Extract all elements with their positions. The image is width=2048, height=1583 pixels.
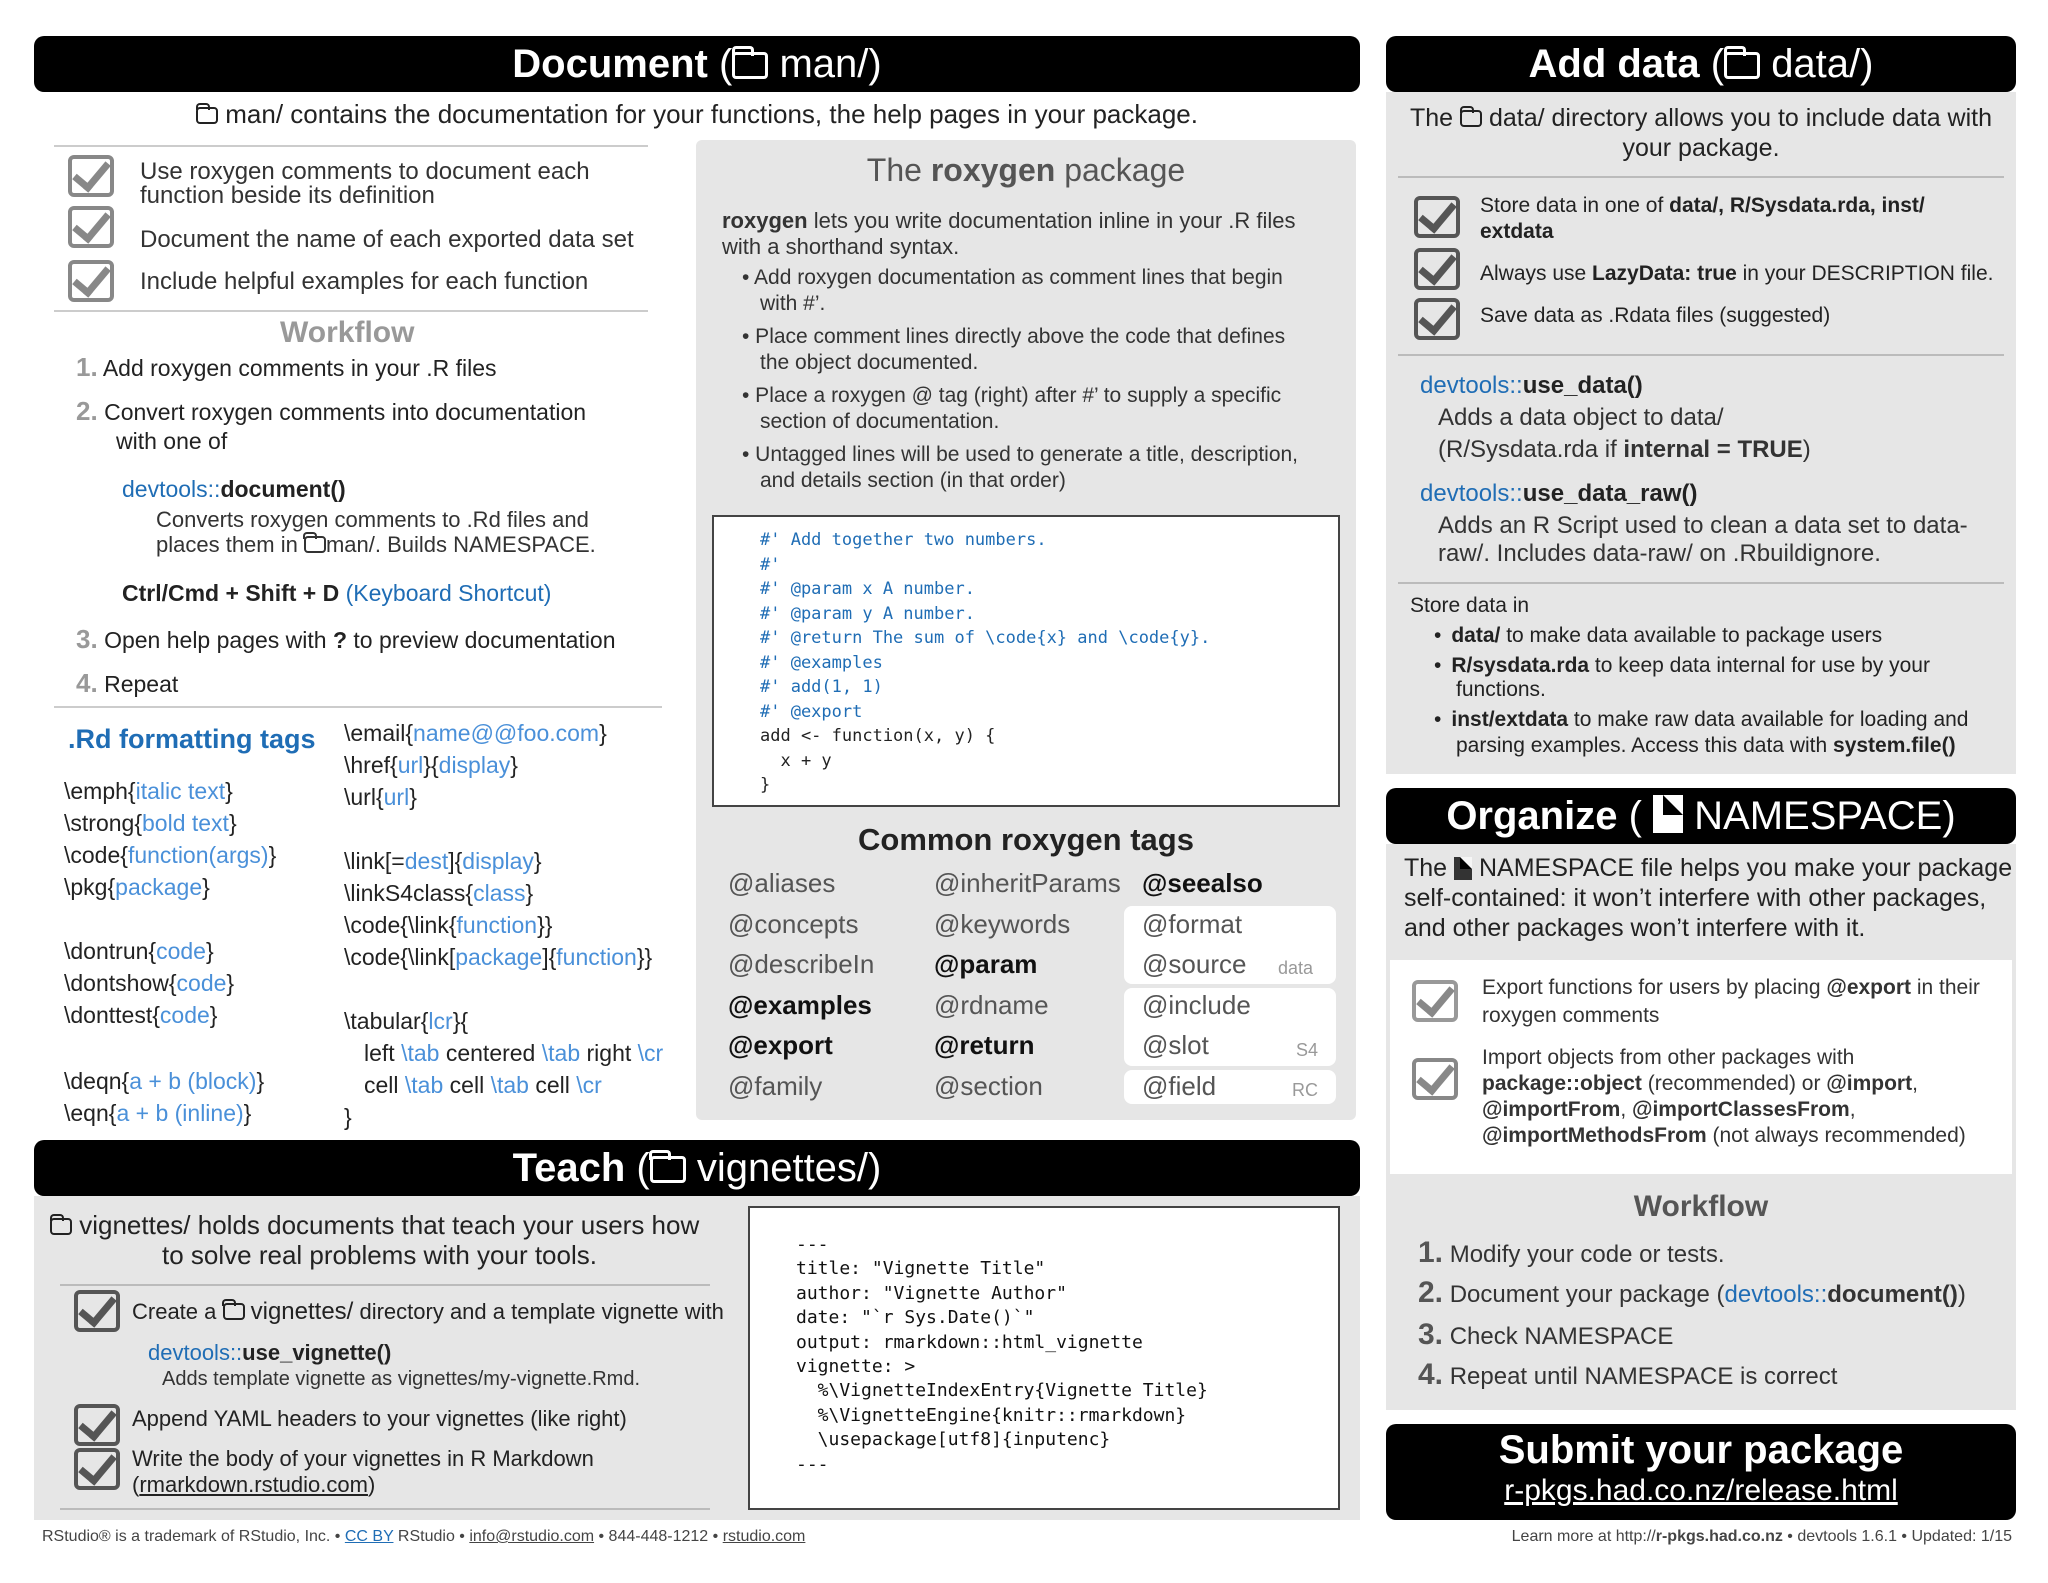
code-line: %\VignetteEngine{knitr::rmarkdown} <box>796 1404 1187 1426</box>
doc-workflow-title: Workflow <box>280 316 415 349</box>
document-desc-1: Converts roxygen comments to .Rd files and <box>156 507 589 532</box>
code-line: vignette: > <box>796 1356 916 1377</box>
roxygen-tag: @rdname <box>934 989 1049 1020</box>
roxygen-bullet: • Place comment lines directly above the code that defines <box>742 325 1286 348</box>
roxygen-intro-2: with a shorthand syntax. <box>722 234 960 259</box>
folder-icon <box>732 52 768 79</box>
roxygen-intro: roxygen lets you write documentation inline in your .R files <box>722 208 1296 233</box>
code-line: --- <box>796 1234 829 1255</box>
use-vignette-function: devtools::use_vignette() <box>148 1340 392 1365</box>
code-line: #' @return The sum of \code{x} and \code{y}. <box>760 628 1211 648</box>
rd-tag-left: \eqn{a + b (inline)} <box>64 1100 252 1126</box>
roxygen-bullet: • Place a roxygen @ tag (right) after #’ to supply a specific <box>742 384 1282 407</box>
folder-icon <box>50 1218 72 1235</box>
rd-tag-right: \href{url}{display} <box>344 752 518 778</box>
common-tags-title: Common roxygen tags <box>858 822 1194 857</box>
org-step-2: 2. Document your package (devtools::document()) <box>1418 1276 1966 1309</box>
doc-step-2b: with one of <box>116 428 228 454</box>
checkbox-icon <box>74 1448 120 1490</box>
tag-note: RC <box>1292 1080 1318 1100</box>
folder-icon <box>304 536 326 553</box>
roxygen-tag: @param <box>934 949 1038 979</box>
organize-title: Organize <box>1446 794 1618 838</box>
use-data-raw-function: devtools::use_data_raw() <box>1420 480 1698 507</box>
document-desc-2: places them in man/. Builds NAMESPACE. <box>156 532 596 557</box>
rd-tag-left: \code{function(args)} <box>64 842 277 868</box>
submit-title: Submit your package <box>1498 1428 1904 1472</box>
org-check-2b: package::object (recommended) or @import, <box>1482 1072 1918 1095</box>
data-check-2: Always use LazyData: true in your DESCRIPTION file. <box>1480 262 1994 285</box>
org-check-1: Export functions for users by placing @export in their <box>1482 976 1980 999</box>
organize-intro: The NAMESPACE file helps you make your package <box>1404 854 2013 882</box>
checkbox-icon <box>1414 248 1460 290</box>
rd-tag-right: \linkS4class{class} <box>344 880 534 906</box>
add-data-intro: The data/ directory allows you to include data with <box>1409 104 1993 132</box>
code-line: #' @param x A number. <box>760 579 975 599</box>
teach-intro: vignettes/ holds documents that teach your users how <box>50 1210 699 1241</box>
use-data-desc-2: (R/Sysdata.rda if internal = TRUE) <box>1438 436 1811 463</box>
rd-tag-left: \dontrun{code} <box>64 938 214 964</box>
code-line: title: "Vignette Title" <box>796 1258 1046 1280</box>
code-line: } <box>760 775 771 795</box>
footer-right: Learn more at http://r-pkgs.had.co.nz • devtools 1.6.1 • Updated: 1/15 <box>1511 1528 2012 1545</box>
doc-check-1b: function beside its definition <box>140 182 435 209</box>
rd-tag-left: \dontshow{code} <box>64 970 235 996</box>
roxygen-tag: @export <box>728 1030 833 1060</box>
doc-check-1: Use roxygen comments to document each <box>140 158 590 185</box>
rd-tag-right: \tabular{lcr}{ <box>344 1008 469 1034</box>
store-item-1: • data/ to make data available to package users <box>1434 624 1882 648</box>
roxygen-tag: @return <box>934 1030 1035 1060</box>
store-item-3: • inst/extdata to make raw data available for loading and <box>1434 708 1968 732</box>
code-line: #' @param y A number. <box>760 603 975 624</box>
code-line: #' <box>760 554 781 575</box>
use-data-raw-desc-1: Adds an R Script used to clean a data set to data- <box>1438 512 1968 539</box>
org-check-2c: @importFrom, @importClassesFrom, <box>1482 1098 1856 1121</box>
code-line: output: rmarkdown::html_vignette <box>796 1331 1143 1353</box>
document-function: devtools::document() <box>122 476 346 502</box>
checkbox-icon <box>1412 1058 1458 1100</box>
store-item-2: • R/sysdata.rda to keep data internal for use by your <box>1434 654 1930 678</box>
organize-intro-2: self-contained: it won’t interfere with other packages, <box>1404 884 1987 912</box>
code-line: #' @examples <box>760 652 883 673</box>
organize-banner: Organize ( NAMESPACE) <box>1386 788 2016 844</box>
data-check-1: Store data in one of data/, R/Sysdata.rda, inst/ <box>1480 194 1925 217</box>
roxygen-tag: @seealso <box>1142 868 1263 898</box>
teach-check-3: Write the body of your vignettes in R Markdown <box>132 1446 594 1471</box>
org-step-3: 3. Check NAMESPACE <box>1418 1318 1674 1351</box>
checkbox-icon <box>74 1404 120 1446</box>
data-check-3: Save data as .Rdata files (suggested) <box>1480 304 1831 327</box>
roxygen-tag: @format <box>1142 908 1243 939</box>
teach-check-2: Append YAML headers to your vignettes (like right) <box>132 1406 627 1431</box>
rd-tags-title: .Rd formatting tags <box>68 724 316 754</box>
roxygen-tag: @keywords <box>934 908 1071 939</box>
teach-intro-2: to solve real problems with your tools. <box>162 1240 597 1270</box>
roxygen-bullet-cont: the object documented. <box>760 351 979 374</box>
code-line: add <- function(x, y) { <box>760 726 996 746</box>
roxygen-tag: @concepts <box>728 908 859 939</box>
checkbox-icon <box>1412 980 1458 1022</box>
code-line: #' add(1, 1) <box>760 677 883 697</box>
store-item-3b: parsing examples. Access this data with system.file() <box>1456 734 1956 757</box>
folder-icon <box>196 107 218 124</box>
code-line: #' @export <box>760 701 863 722</box>
roxygen-tag: @field <box>1142 1070 1217 1101</box>
teach-check-1: Create a vignettes/ directory and a template vignette with <box>132 1298 724 1325</box>
doc-check-3: Include helpful examples for each function <box>140 268 589 295</box>
code-line: #' Add together two numbers. <box>760 530 1047 550</box>
teach-title: Teach <box>512 1146 626 1190</box>
checkbox-icon <box>68 206 114 248</box>
org-step-1: 1. Modify your code or tests. <box>1418 1236 1725 1269</box>
rd-tag-right: \email{name@@foo.com} <box>344 720 607 746</box>
rd-tag-right: } <box>344 1104 352 1130</box>
checkbox-icon <box>74 1290 120 1332</box>
roxygen-bullet: • Untagged lines will be used to generate a title, description, <box>742 443 1299 466</box>
roxygen-tag: @include <box>1142 989 1251 1020</box>
checkbox-icon <box>1414 196 1460 238</box>
folder-icon <box>1724 52 1760 79</box>
code-line: date: "`r Sys.Date()`" <box>796 1307 1035 1329</box>
roxygen-tag: @family <box>728 1070 823 1101</box>
document-subtitle: man/ contains the documentation for your functions, the help pages in your package. <box>0 99 1394 130</box>
code-line: --- <box>796 1453 829 1475</box>
checkbox-icon <box>68 155 114 197</box>
roxygen-tag: @inheritParams <box>934 868 1121 898</box>
add-data-intro-2: your package. <box>1622 134 1780 162</box>
file-icon <box>1454 857 1472 880</box>
doc-step-2: 2. Convert roxygen comments into documentation <box>76 396 587 426</box>
rd-tag-right: \code{\link{function}} <box>344 912 553 938</box>
tag-note: S4 <box>1296 1040 1319 1060</box>
folder-icon <box>650 1156 686 1183</box>
use-data-raw-desc-2: raw/. Includes data-raw/ on .Rbuildignore. <box>1438 540 1881 567</box>
roxygen-tag: @section <box>934 1070 1043 1101</box>
teach-banner: Teach ( vignettes/) <box>34 1140 1360 1196</box>
roxygen-tag: @examples <box>728 989 872 1020</box>
folder-icon <box>1460 110 1482 127</box>
code-line: x + y <box>760 750 832 771</box>
rd-tag-left: \deqn{a + b (block)} <box>64 1068 265 1094</box>
store-item-2b: functions. <box>1456 678 1546 701</box>
code-line: author: "Vignette Author" <box>796 1282 1067 1304</box>
add-data-title: Add data <box>1528 42 1700 86</box>
use-vignette-desc: Adds template vignette as vignettes/my-vignette.Rmd. <box>162 1368 641 1390</box>
document-title: Document <box>512 42 708 86</box>
footer-left: RStudio® is a trademark of RStudio, Inc. • CC BY RStudio • info@rstudio.com • 844-448-1212 • rstudio.com <box>42 1528 806 1545</box>
rd-tag-right: \url{url} <box>344 784 417 810</box>
rd-tag-left: \donttest{code} <box>64 1002 218 1028</box>
teach-check-3-link[interactable]: (rmarkdown.rstudio.com) <box>132 1472 376 1497</box>
rd-tag-right: cell \tab cell \tab cell \cr <box>364 1072 602 1098</box>
code-line: %\VignetteIndexEntry{Vignette Title} <box>796 1380 1208 1402</box>
use-data-function: devtools::use_data() <box>1420 372 1643 399</box>
roxygen-bullet-cont: and details section (in that order) <box>760 469 1066 492</box>
document-title-path: man/) <box>779 42 882 86</box>
rd-tag-right: \code{\link[package]{function}} <box>344 944 653 970</box>
roxygen-bullet-cont: section of documentation. <box>760 410 1000 433</box>
doc-check-2: Document the name of each exported data set <box>140 226 634 253</box>
roxygen-tag: @source <box>1142 949 1247 979</box>
doc-step-1: 1. Add roxygen comments in your .R files <box>76 352 497 382</box>
rd-tag-left: \strong{bold text} <box>64 810 237 836</box>
org-check-1b: roxygen comments <box>1482 1004 1660 1027</box>
file-icon <box>1653 795 1683 833</box>
roxygen-tag: @describeIn <box>728 949 875 979</box>
keyboard-shortcut: Ctrl/Cmd + Shift + D (Keyboard Shortcut) <box>122 580 552 606</box>
roxygen-tag: @slot <box>1142 1030 1209 1060</box>
document-banner: Document ( man/) <box>34 36 1360 92</box>
org-check-2: Import objects from other packages with <box>1482 1046 1855 1069</box>
data-check-1b: extdata <box>1480 220 1554 243</box>
tag-note: data <box>1278 958 1314 978</box>
roxygen-tag: @aliases <box>728 868 836 898</box>
rd-tag-left: \pkg{package} <box>64 874 210 900</box>
code-line: \usepackage[utf8]{inputenc} <box>796 1429 1111 1451</box>
rd-tag-left: \emph{italic text} <box>64 778 233 804</box>
rd-tag-right: left \tab centered \tab right \cr <box>364 1040 664 1066</box>
checkbox-icon <box>68 260 114 302</box>
add-data-banner: Add data ( data/) <box>1386 36 2016 92</box>
org-check-2d: @importMethodsFrom (not always recommended) <box>1482 1124 1966 1147</box>
submit-link[interactable]: r-pkgs.had.co.nz/release.html <box>1504 1474 1898 1507</box>
rd-tag-right: \link[=dest]{display} <box>344 848 542 874</box>
store-data-title: Store data in <box>1410 594 1530 617</box>
checkbox-icon <box>1414 298 1460 340</box>
org-step-4: 4. Repeat until NAMESPACE is correct <box>1418 1358 1838 1391</box>
roxygen-bullet-cont: with #’. <box>760 292 826 315</box>
doc-step-4: 4. Repeat <box>76 668 179 698</box>
folder-icon <box>223 1303 245 1320</box>
roxygen-title: The roxygen package <box>866 152 1186 188</box>
doc-step-3: 3. Open help pages with ? to preview documentation <box>76 624 616 654</box>
organize-intro-3: and other packages won’t interfere with it. <box>1404 914 1866 942</box>
roxygen-bullet: • Add roxygen documentation as comment lines that begin <box>742 266 1283 289</box>
use-data-desc-1: Adds a data object to data/ <box>1438 404 1724 431</box>
org-workflow-title: Workflow <box>1633 1190 1769 1223</box>
